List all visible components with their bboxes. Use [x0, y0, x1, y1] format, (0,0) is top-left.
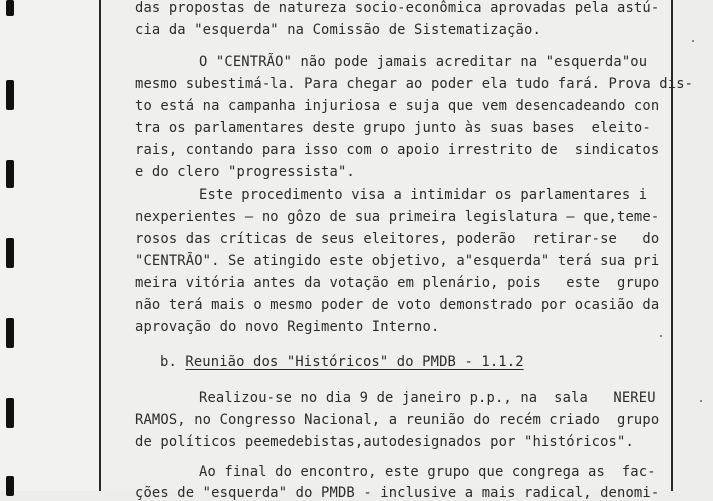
speck: [660, 335, 662, 337]
text-line: Realizou-se no dia 9 de janeiro p.p., na sala NEREU: [199, 390, 656, 406]
text-line: não terá mais o mesmo poder de voto demonstrado por ocasião da: [135, 297, 660, 313]
right-page-border: [671, 0, 673, 491]
sprocket-hole: [6, 238, 14, 268]
speck: [692, 40, 694, 42]
section-marker: b.: [160, 354, 177, 370]
text-line: de políticos peemedebistas,autodesignados por "históricos".: [135, 434, 634, 450]
text-line: cia da "esquerda" na Comissão de Sistematização.: [135, 22, 541, 38]
section-heading: [160, 354, 524, 370]
sprocket-hole: [6, 398, 14, 428]
text-line: aprovação do novo Regimento Interno.: [135, 319, 440, 335]
text-line: mesmo subestimá-la. Para chegar ao poder ela tudo fará. Prova dis-: [135, 76, 694, 92]
sprocket-hole: [6, 160, 14, 188]
sprocket-hole: [6, 80, 14, 110]
text-line: rosos das críticas de seus eleitores, poderão retirar-se do: [135, 231, 660, 247]
text-line: tra os parlamentares deste grupo junto às suas bases eleito-: [135, 120, 651, 136]
text-line: e do clero "progressista".: [135, 164, 355, 180]
text-line: rais, contando para isso com o apoio irrestrito de sindicatos: [135, 142, 660, 158]
text-line: O "CENTRÃO" não pode jamais acreditar na "esquerda"ou: [199, 54, 648, 70]
film-strip-margin: [0, 0, 100, 491]
text-line: RAMOS, no Congresso Nacional, a reunião do recém criado grupo: [135, 412, 660, 428]
left-page-border: [99, 0, 101, 491]
text-line: meira vitória antes da votação em plenário, pois este grupo: [135, 275, 660, 291]
sprocket-hole: [6, 476, 14, 496]
text-line: to está na campanha injuriosa e suja que vem desencadeando con: [135, 98, 660, 114]
speck: [700, 400, 702, 402]
text-line: "CENTRÃO". Se atingido este objetivo, a"esquerda" terá sua pri: [135, 253, 660, 269]
sprocket-hole: [6, 318, 14, 348]
text-line: nexperientes – no gôzo de sua primeira legislatura – que,teme-: [135, 209, 660, 225]
section-title: Reunião dos "Históricos" do PMDB - 1.1.2: [185, 354, 524, 370]
text-line: Ao final do encontro, este grupo que congrega as fac-: [199, 464, 656, 480]
text-line: das propostas de natureza socio-econômica aprovadas pela astú-: [135, 0, 660, 16]
sprocket-hole: [6, 0, 14, 16]
text-line: ções de "esquerda" do PMDB - inclusive a mais radical, denomi-: [135, 485, 660, 501]
text-line: Este procedimento visa a intimidar os parlamentares i: [199, 187, 648, 203]
